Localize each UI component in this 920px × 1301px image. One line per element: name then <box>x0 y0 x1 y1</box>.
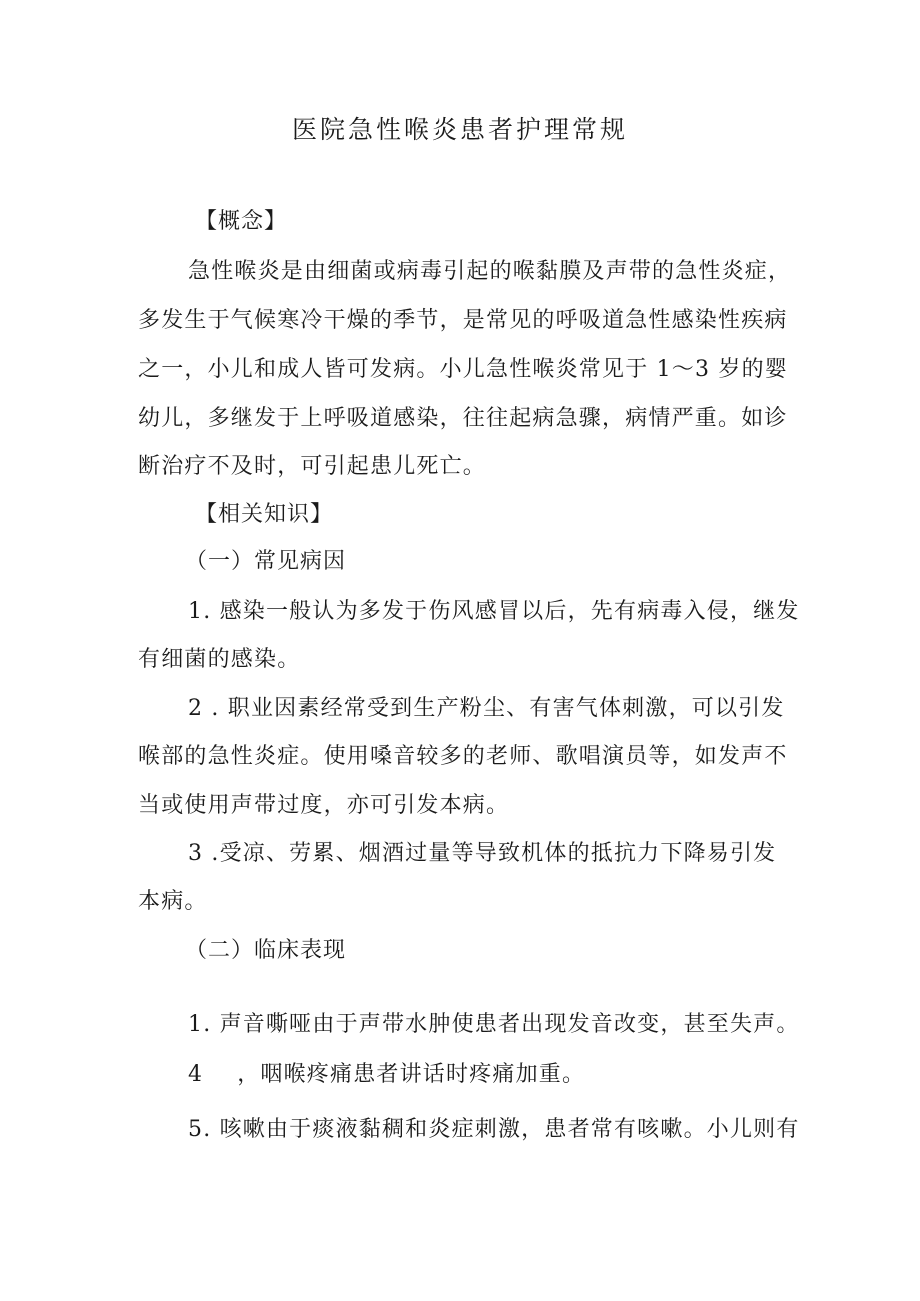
cause-line: 1. 感染一般认为多发于伤风感冒以后，先有病毒入侵，继发 <box>188 599 800 624</box>
clinical-item-4 <box>188 1058 585 1092</box>
concept-line: 断治疗不及时，可引起患儿死亡。 <box>138 454 487 479</box>
clinical-item-1: 1. 声音嘶哑由于声带水肿使患者出现发音改变，甚至失声。 <box>188 1012 800 1037</box>
clinical-item-4-number: 4 <box>188 1062 204 1087</box>
concept-line: 急性喉炎是由细菌或病毒引起的喉黏膜及声带的急性炎症， <box>188 259 792 284</box>
concept-line: 之一，小儿和成人皆可发病。小儿急性喉炎常见于 1～3 岁的婴 <box>138 357 788 382</box>
clinical-item-5: 5. 咳嗽由于痰液黏稠和炎症刺激，患者常有咳嗽。小儿则有 <box>188 1117 800 1142</box>
section-heading-concept: 【概念】 <box>195 209 288 234</box>
cause-line: 当或使用声带过度，亦可引发本病。 <box>138 793 510 818</box>
section-heading-knowledge: 【相关知识】 <box>195 502 334 527</box>
cause-line: 有细菌的感染。 <box>138 647 301 672</box>
cause-line: 3 .受凉、劳累、烟酒过量等导致机体的抵抗力下降易引发 <box>188 841 777 866</box>
subheading-causes: （一）常见病因 <box>185 549 347 574</box>
cause-line: 喉部的急性炎症。使用嗓音较多的老师、歌唱演员等，如发声不 <box>138 744 788 769</box>
concept-line: 幼儿，多继发于上呼吸道感染，往往起病急骤，病情严重。如诊 <box>138 406 788 431</box>
cause-line: 本病。 <box>138 889 208 914</box>
subheading-clinical: （二）临床表现 <box>185 938 347 963</box>
clinical-item-4-text: ，咽喉疼痛患者讲话时疼痛加重。 <box>237 1062 586 1087</box>
page-title: 医院急性喉炎患者护理常规 <box>291 115 628 144</box>
cause-line: 2 . 职业因素经常受到生产粉尘、有害气体刺激，可以引发 <box>188 696 785 721</box>
concept-line: 多发生于气候寒冷干燥的季节，是常见的呼吸道急性感染性疾病 <box>138 308 788 333</box>
